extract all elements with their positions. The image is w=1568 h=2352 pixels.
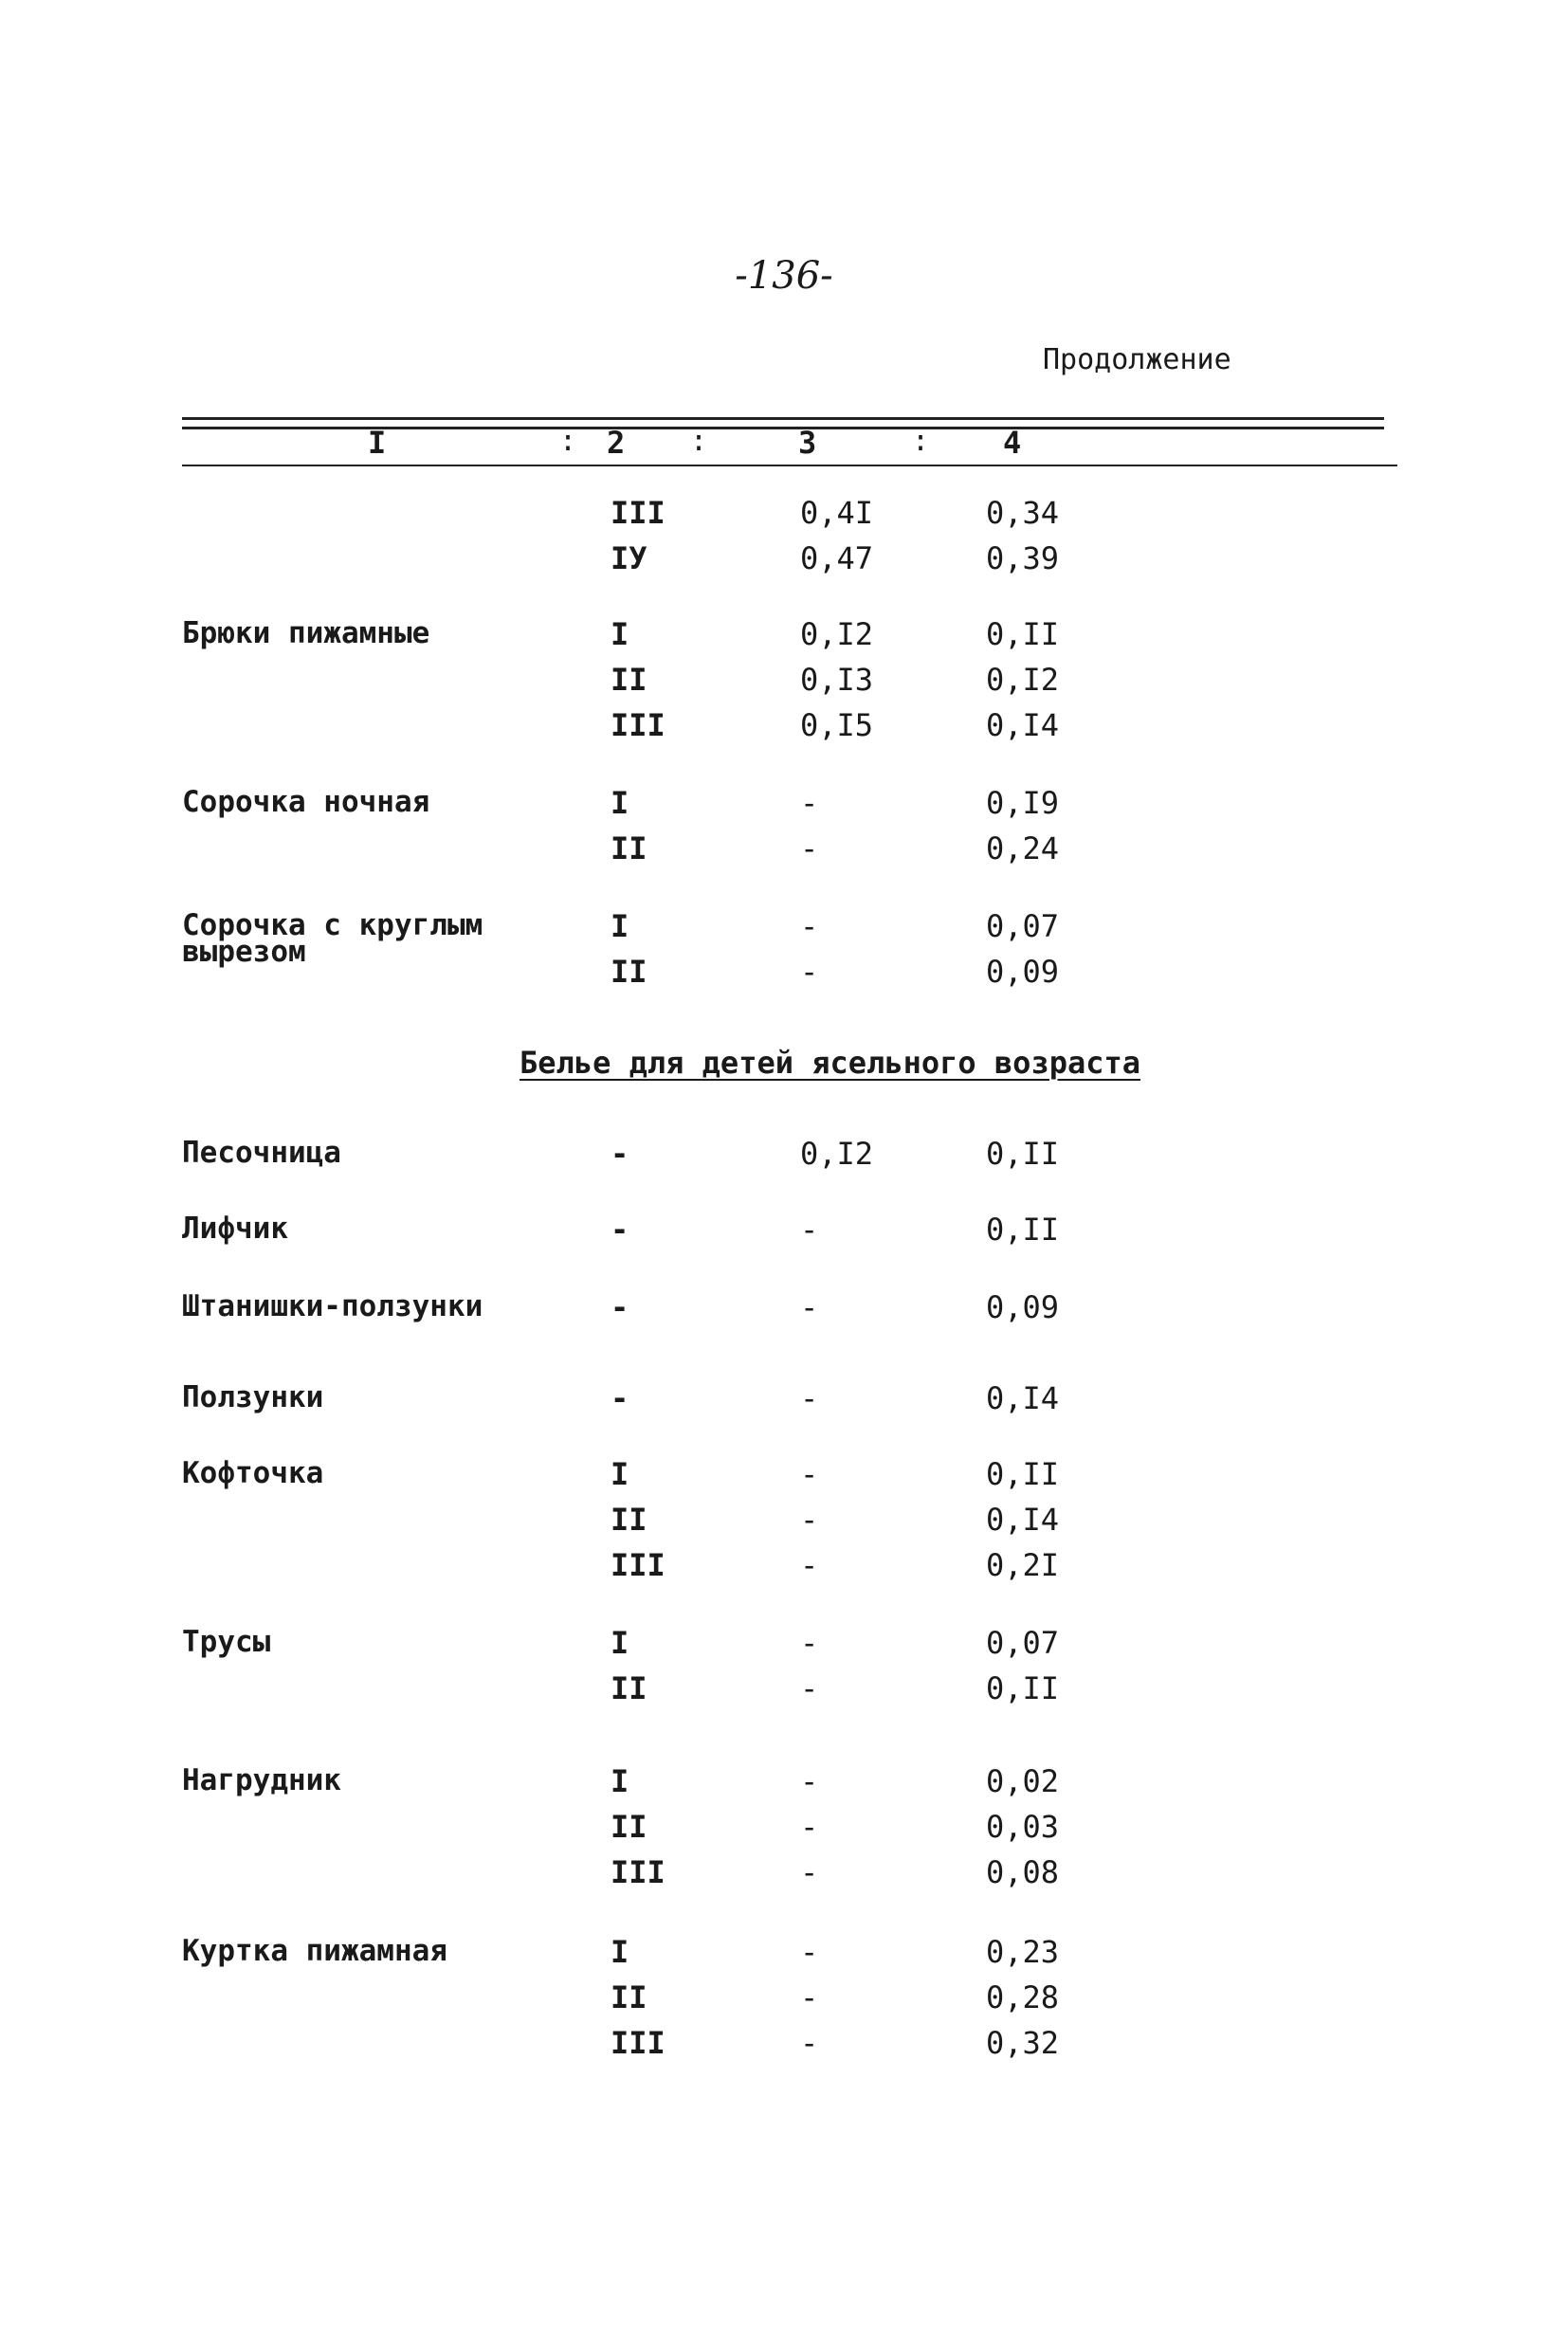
col3-cell: -: [800, 1670, 819, 1706]
col4-cell: 0,II: [986, 616, 1060, 652]
size-cell: III: [611, 707, 665, 743]
table-row: [0, 540, 1568, 586]
col4-cell: 0,09: [986, 1289, 1060, 1325]
table-row: [0, 954, 1568, 999]
table-row: [0, 1625, 1568, 1670]
table-row: [0, 908, 1568, 969]
table-row: [0, 1212, 1568, 1257]
col4-cell: 0,II: [986, 1212, 1060, 1248]
size-cell: IУ: [611, 540, 647, 576]
table-row: [0, 830, 1568, 876]
col3-cell: -: [800, 785, 819, 821]
col3-cell: 0,I2: [800, 616, 874, 652]
continuation-label: Продолжение: [1043, 343, 1231, 376]
table-row: [0, 495, 1568, 540]
col4-cell: 0,II: [986, 1456, 1060, 1492]
size-cell: III: [611, 1854, 665, 1890]
table-row: [0, 1380, 1568, 1426]
column-separator: :: [690, 425, 708, 458]
col4-cell: 0,I9: [986, 785, 1060, 821]
col3-cell: -: [800, 1289, 819, 1325]
size-cell: I: [611, 1625, 629, 1661]
col4-cell: 0,02: [986, 1763, 1060, 1799]
col3-cell: 0,I3: [800, 662, 874, 698]
table-top-rule-2: [182, 427, 1384, 429]
col3-cell: -: [800, 830, 819, 866]
size-cell: -: [611, 1136, 629, 1172]
item-name-line: Лифчик: [182, 1212, 288, 1246]
size-cell: II: [611, 1809, 647, 1845]
col3-cell: -: [800, 1934, 819, 1970]
item-name-line: Нагрудник: [182, 1763, 341, 1797]
col3-cell: -: [800, 1212, 819, 1248]
item-name: [182, 1380, 323, 1414]
col4-cell: 0,I4: [986, 1380, 1060, 1416]
col4-cell: 0,24: [986, 830, 1060, 866]
item-name: [182, 1625, 270, 1659]
col4-cell: 0,II: [986, 1670, 1060, 1706]
size-cell: I: [611, 616, 629, 652]
item-name: [182, 1456, 323, 1490]
col4-cell: 0,09: [986, 954, 1060, 990]
item-name-line: Сорочка с круглым: [182, 908, 483, 942]
col3-cell: -: [800, 908, 819, 944]
size-cell: I: [611, 1934, 629, 1970]
size-cell: III: [611, 2025, 665, 2061]
col4-cell: 0,07: [986, 1625, 1060, 1661]
table-row: [0, 1934, 1568, 1979]
table-row: [0, 707, 1568, 753]
column-header-3: 3: [798, 425, 817, 461]
item-name-line: Трусы: [182, 1625, 271, 1659]
item-name: [182, 785, 429, 819]
item-name-line: Кофточка: [182, 1456, 324, 1490]
table-row: [0, 1456, 1568, 1502]
item-name-line: Штанишки-ползунки: [182, 1289, 483, 1323]
table-row: [0, 1979, 1568, 2025]
col3-cell: -: [800, 1502, 819, 1538]
item-name-line: вырезом: [182, 935, 306, 969]
size-cell: III: [611, 495, 665, 531]
item-name: [182, 616, 429, 650]
column-header-1: I: [368, 425, 387, 461]
item-name: [182, 1934, 447, 1968]
col4-cell: 0,08: [986, 1854, 1060, 1890]
size-cell: -: [611, 1289, 629, 1325]
table-row: [0, 1763, 1568, 1809]
item-name: [182, 1289, 483, 1323]
size-cell: I: [611, 1456, 629, 1492]
item-name-line: Куртка пижамная: [182, 1934, 447, 1968]
col3-cell: -: [800, 1809, 819, 1845]
size-cell: -: [611, 1380, 629, 1416]
col3-cell: -: [800, 2025, 819, 2061]
column-separator: :: [912, 425, 930, 458]
col3-cell: 0,I2: [800, 1136, 874, 1172]
col4-cell: 0,34: [986, 495, 1060, 531]
col3-cell: -: [800, 1456, 819, 1492]
col4-cell: 0,28: [986, 1979, 1060, 2015]
size-cell: II: [611, 1670, 647, 1706]
col4-cell: 0,07: [986, 908, 1060, 944]
col3-cell: -: [800, 954, 819, 990]
table-row: [0, 1670, 1568, 1716]
table-row: [0, 1136, 1568, 1181]
table-row: [0, 1502, 1568, 1547]
col4-cell: 0,II: [986, 1136, 1060, 1172]
col3-cell: 0,4I: [800, 495, 874, 531]
size-cell: II: [611, 662, 647, 698]
table-row: [0, 616, 1568, 662]
col4-cell: 0,2I: [986, 1547, 1060, 1583]
size-cell: II: [611, 954, 647, 990]
col4-cell: 0,03: [986, 1809, 1060, 1845]
size-cell: I: [611, 785, 629, 821]
size-cell: III: [611, 1547, 665, 1583]
table-row: [0, 1809, 1568, 1854]
col3-cell: -: [800, 1854, 819, 1890]
col3-cell: -: [800, 1380, 819, 1416]
table-top-rule: [182, 417, 1384, 420]
col3-cell: -: [800, 1763, 819, 1799]
size-cell: -: [611, 1212, 629, 1248]
table-row: [0, 785, 1568, 830]
table-row: [0, 1854, 1568, 1900]
item-name: [182, 1763, 341, 1797]
size-cell: I: [611, 908, 629, 944]
table-header-rule: [182, 465, 1397, 466]
col4-cell: 0,I4: [986, 707, 1060, 743]
col3-cell: -: [800, 1625, 819, 1661]
column-header-2: 2: [607, 425, 626, 461]
item-name: [182, 1136, 341, 1170]
col3-cell: 0,I5: [800, 707, 874, 743]
item-name: [182, 1212, 288, 1246]
col4-cell: 0,I4: [986, 1502, 1060, 1538]
col4-cell: 0,23: [986, 1934, 1060, 1970]
item-name-line: Сорочка ночная: [182, 785, 430, 819]
item-name-line: Брюки пижамные: [182, 616, 430, 650]
col4-cell: 0,32: [986, 2025, 1060, 2061]
col4-cell: 0,I2: [986, 662, 1060, 698]
item-name-line: Ползунки: [182, 1380, 324, 1414]
table-row: [0, 1289, 1568, 1335]
table-row: [0, 1547, 1568, 1593]
col3-cell: 0,47: [800, 540, 874, 576]
size-cell: I: [611, 1763, 629, 1799]
col3-cell: -: [800, 1979, 819, 2015]
section-title: Белье для детей ясельного возраста: [520, 1045, 1141, 1081]
column-separator: :: [559, 425, 577, 458]
table-row: [0, 662, 1568, 707]
size-cell: II: [611, 1979, 647, 2015]
col3-cell: -: [800, 1547, 819, 1583]
size-cell: II: [611, 830, 647, 866]
col4-cell: 0,39: [986, 540, 1060, 576]
page-number: -136-: [735, 254, 833, 298]
column-header-4: 4: [1003, 425, 1022, 461]
item-name-line: Песочница: [182, 1136, 341, 1170]
size-cell: II: [611, 1502, 647, 1538]
table-row: [0, 2025, 1568, 2070]
